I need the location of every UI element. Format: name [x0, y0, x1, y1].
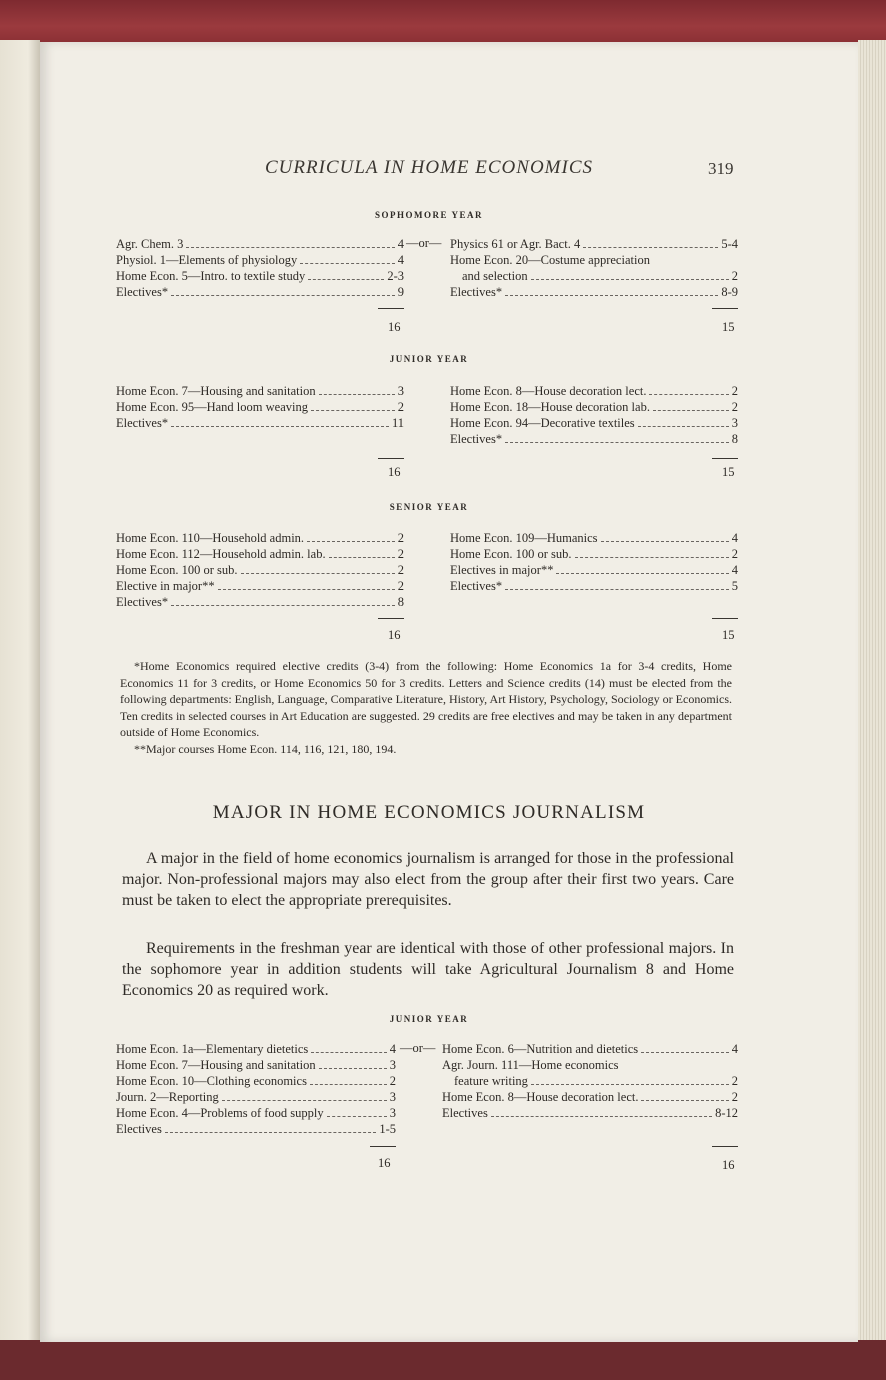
- book-binding: [0, 0, 886, 44]
- course-name: Home Econ. 10—Clothing economics: [116, 1074, 307, 1088]
- course-name: Home Econ. 112—Household admin. lab.: [116, 547, 326, 561]
- course-name: Electives*: [116, 416, 169, 430]
- course-credits: 2: [389, 1074, 396, 1088]
- course-credits: 2: [731, 269, 738, 283]
- course-name: Home Econ. 94—Decorative textiles: [450, 416, 635, 430]
- sophomore-heading: SOPHOMORE YEAR: [375, 210, 483, 220]
- paragraph-text: A major in the field of home economics journalism is arranged for those in the professional major. Non-professional majors may also elect from the group after their first two years. Care must be taken to elect the appropriate prerequisites.: [122, 850, 734, 909]
- paragraph: [122, 848, 734, 911]
- sum-rule: [712, 308, 738, 309]
- course-name: and selection: [462, 269, 528, 283]
- course-credits: 9: [397, 285, 404, 299]
- course-row: [116, 1057, 396, 1073]
- course-row: [116, 252, 404, 268]
- course-row: [450, 268, 738, 284]
- footnote-major-courses: **Major courses Home Econ. 114, 116, 121, 180, 194.: [134, 741, 397, 756]
- book-page: [40, 42, 858, 1342]
- course-credits: 4: [731, 1042, 738, 1056]
- course-credits: 4: [397, 253, 404, 267]
- course-credits: 3: [731, 416, 738, 430]
- total-credits: 15: [722, 465, 735, 479]
- course-row: [116, 383, 404, 399]
- course-credits: 3: [389, 1058, 396, 1072]
- course-credits: 5-4: [721, 237, 738, 251]
- total-credits: 16: [388, 465, 401, 479]
- course-row: [116, 399, 404, 415]
- total-credits: 16: [388, 320, 401, 334]
- total-credits: 15: [722, 320, 735, 334]
- course-name: Home Econ. 110—Household admin.: [116, 531, 305, 545]
- course-row: [116, 1105, 396, 1121]
- course-name: Electives: [442, 1106, 488, 1120]
- course-row: [116, 1121, 396, 1137]
- course-name: Home Econ. 100 or sub.: [450, 547, 572, 561]
- journalism-right-column: [442, 1041, 738, 1121]
- total-credits: 15: [722, 628, 735, 642]
- course-row: [450, 252, 738, 268]
- course-row: [450, 562, 738, 578]
- course-name: Home Econ. 20—Costume appreciation: [450, 253, 650, 267]
- course-credits: 4: [389, 1042, 396, 1056]
- course-name: Electives: [116, 1122, 162, 1136]
- course-row: [116, 530, 404, 546]
- course-name: Home Econ. 109—Humanics: [450, 531, 598, 545]
- course-row: [116, 578, 404, 594]
- page-edges: [858, 40, 886, 1340]
- course-row: [450, 284, 738, 300]
- sum-rule: [712, 1146, 738, 1147]
- journalism-left-column: [116, 1041, 396, 1137]
- course-row: [450, 546, 738, 562]
- course-name: Home Econ. 6—Nutrition and dietetics: [442, 1042, 639, 1056]
- journalism-junior-heading: JUNIOR YEAR: [389, 1014, 469, 1024]
- sophomore-right-column: [450, 236, 738, 300]
- sum-rule: [378, 308, 404, 309]
- course-row: [442, 1089, 738, 1105]
- sum-rule: [712, 618, 738, 619]
- course-name: Physiol. 1—Elements of physiology: [116, 253, 298, 267]
- course-row: [116, 268, 404, 284]
- junior-heading: JUNIOR YEAR: [389, 354, 469, 364]
- course-name: Home Econ. 95—Hand loom weaving: [116, 400, 308, 414]
- section-title: MAJOR IN HOME ECONOMICS JOURNALISM: [212, 802, 646, 823]
- course-name: Electives*: [116, 285, 169, 299]
- course-name: Electives*: [450, 579, 503, 593]
- facing-page-edge: [0, 40, 40, 1340]
- or-separator: —or—: [400, 1041, 436, 1055]
- course-row: [442, 1041, 738, 1057]
- course-name: Electives*: [116, 595, 169, 609]
- course-credits: 2: [731, 384, 738, 398]
- course-name: Electives in major**: [450, 563, 554, 577]
- footnote-electives: *Home Economics required elective credits (3-4) from the following: Home Economics 1a for 3-4 credits, Home Economics 11 for 3 credits, or Home Economics 50 for 3 credits. Letters and Science credits (14) must be elected from the following departments: English, Language, Comparative Literature, History, Art History, Psychology, Sociology or Economics. Ten credits in selected courses in Art Education are suggested. 29 credits are free electives and may be taken in any department outside of Home Economics.: [120, 659, 732, 739]
- course-credits: 2: [397, 579, 404, 593]
- course-row: [442, 1105, 738, 1121]
- course-credits: 11: [391, 416, 404, 430]
- course-row: [116, 415, 404, 431]
- course-credits: 1-5: [379, 1122, 396, 1136]
- footnotes: [120, 658, 732, 757]
- course-name: Home Econ. 100 or sub.: [116, 563, 238, 577]
- course-name: Home Econ. 8—House decoration lect.: [442, 1090, 639, 1104]
- paragraph: [122, 938, 734, 1001]
- course-name: Home Econ. 8—House decoration lect.: [450, 384, 647, 398]
- sum-rule: [712, 458, 738, 459]
- paragraph-text: Requirements in the freshman year are identical with those of other professional majors. In the sophomore year in addition students will take Agricultural Journalism 8 and Home Economics 20 as required work.: [122, 940, 734, 999]
- course-credits: 5: [731, 579, 738, 593]
- course-credits: 2: [397, 400, 404, 414]
- senior-right-column: [450, 530, 738, 594]
- senior-left-column: [116, 530, 404, 610]
- total-credits: 16: [378, 1156, 391, 1170]
- junior-right-column: [450, 383, 738, 447]
- course-row: [116, 594, 404, 610]
- junior-left-column: [116, 383, 404, 431]
- course-credits: 3: [389, 1090, 396, 1104]
- course-credits: 4: [397, 237, 404, 251]
- course-row: [116, 562, 404, 578]
- course-row: [116, 236, 404, 252]
- sum-rule: [378, 458, 404, 459]
- course-row: [450, 236, 738, 252]
- course-credits: 2: [731, 547, 738, 561]
- total-credits: 16: [388, 628, 401, 642]
- course-credits: 2: [397, 563, 404, 577]
- page-header: [40, 157, 858, 187]
- course-credits: 2: [397, 547, 404, 561]
- course-row: [442, 1073, 738, 1089]
- course-name: Home Econ. 7—Housing and sanitation: [116, 1058, 316, 1072]
- or-separator: —or—: [406, 236, 442, 250]
- course-credits: 2: [731, 400, 738, 414]
- course-name: Home Econ. 1a—Elementary dietetics: [116, 1042, 309, 1056]
- course-credits: 8: [397, 595, 404, 609]
- course-name: Home Econ. 4—Problems of food supply: [116, 1106, 324, 1120]
- course-row: [450, 530, 738, 546]
- total-credits: 16: [722, 1158, 735, 1172]
- course-credits: 3: [389, 1106, 396, 1120]
- course-row: [450, 383, 738, 399]
- course-name: Electives*: [450, 285, 503, 299]
- course-name: Agr. Journ. 111—Home economics: [442, 1058, 619, 1072]
- course-name: Home Econ. 18—House decoration lab.: [450, 400, 650, 414]
- course-credits: 8-9: [721, 285, 738, 299]
- course-row: [116, 1089, 396, 1105]
- course-row: [116, 1073, 396, 1089]
- course-row: [450, 578, 738, 594]
- course-credits: 4: [731, 531, 738, 545]
- course-credits: 2: [731, 1074, 738, 1088]
- course-credits: 4: [731, 563, 738, 577]
- sum-rule: [378, 618, 404, 619]
- course-credits: 2: [731, 1090, 738, 1104]
- running-title: CURRICULA IN HOME ECONOMICS: [265, 157, 594, 178]
- page-number: 319: [708, 159, 734, 178]
- course-credits: 2-3: [387, 269, 404, 283]
- course-row: [116, 284, 404, 300]
- course-row: [116, 1041, 396, 1057]
- course-name: Electives*: [450, 432, 503, 446]
- course-row: [116, 546, 404, 562]
- course-row: [450, 415, 738, 431]
- course-row: [450, 431, 738, 447]
- course-credits: 8-12: [715, 1106, 738, 1120]
- course-row: [450, 399, 738, 415]
- course-credits: 3: [397, 384, 404, 398]
- course-name: Home Econ. 7—Housing and sanitation: [116, 384, 316, 398]
- course-row: [442, 1057, 738, 1073]
- course-name: feature writing: [454, 1074, 528, 1088]
- course-credits: 8: [731, 432, 738, 446]
- senior-heading: SENIOR YEAR: [389, 502, 469, 512]
- course-name: Journ. 2—Reporting: [116, 1090, 219, 1104]
- course-name: Physics 61 or Agr. Bact. 4: [450, 237, 581, 251]
- course-credits: 2: [397, 531, 404, 545]
- sophomore-left-column: [116, 236, 404, 300]
- course-name: Home Econ. 5—Intro. to textile study: [116, 269, 306, 283]
- course-name: Agr. Chem. 3: [116, 237, 184, 251]
- course-name: Elective in major**: [116, 579, 215, 593]
- sum-rule: [370, 1146, 396, 1147]
